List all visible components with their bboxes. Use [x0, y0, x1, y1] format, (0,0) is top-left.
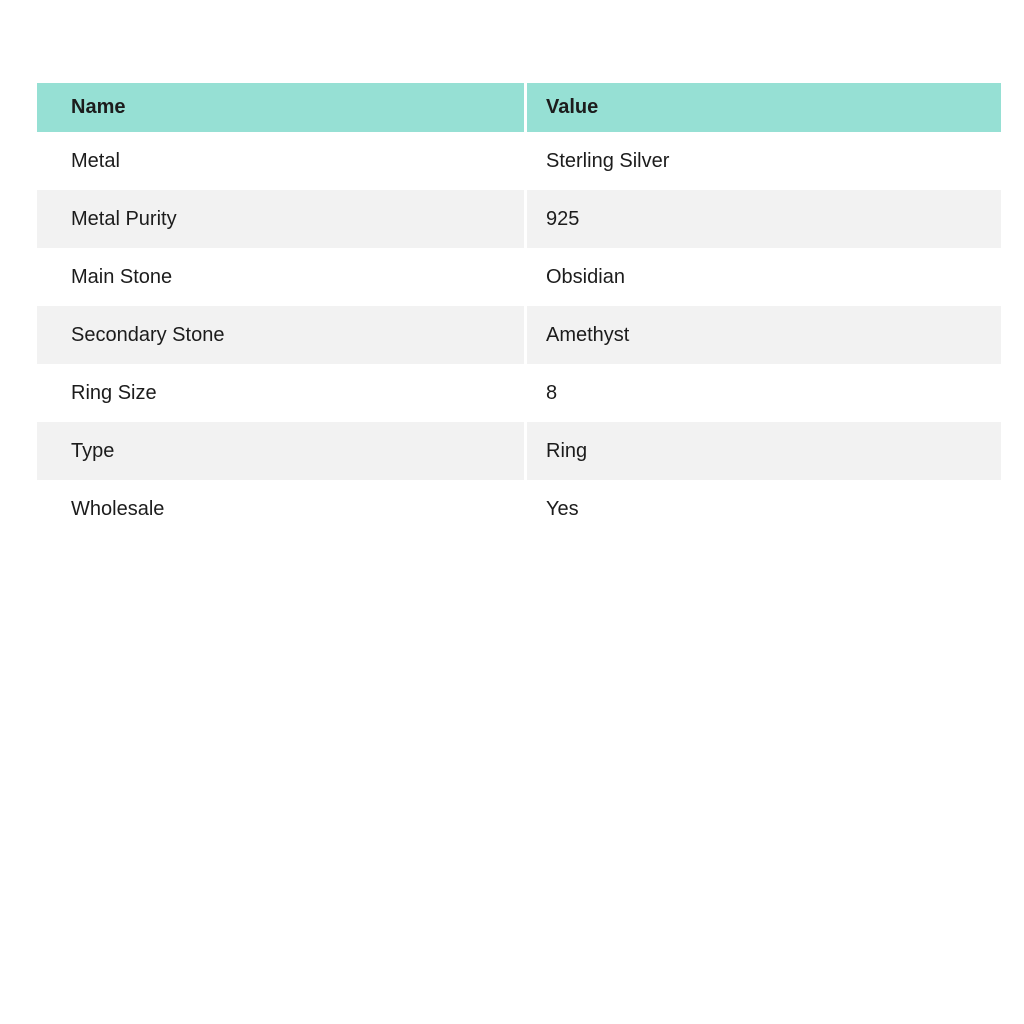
attribute-value-cell: Yes	[527, 480, 1001, 538]
attribute-name-cell: Secondary Stone	[37, 306, 527, 364]
product-spec-table	[37, 83, 1001, 538]
table-row	[37, 306, 1001, 364]
table-header-row	[37, 83, 1001, 132]
attribute-name-cell: Wholesale	[37, 480, 527, 538]
attribute-value-cell: Sterling Silver	[527, 132, 1001, 190]
attribute-value-cell: 925	[527, 190, 1001, 248]
attribute-value-cell: Obsidian	[527, 248, 1001, 306]
attribute-name-cell: Metal	[37, 132, 527, 190]
table-row	[37, 132, 1001, 190]
table-row	[37, 480, 1001, 538]
table-row	[37, 248, 1001, 306]
attribute-value-cell: Ring	[527, 422, 1001, 480]
table-row	[37, 364, 1001, 422]
table-row	[37, 422, 1001, 480]
attribute-name-cell: Type	[37, 422, 527, 480]
attribute-name-cell: Ring Size	[37, 364, 527, 422]
value-column-header: Value	[527, 83, 1001, 132]
attribute-value-cell: 8	[527, 364, 1001, 422]
name-column-header: Name	[37, 83, 527, 132]
attribute-value-cell: Amethyst	[527, 306, 1001, 364]
attribute-name-cell: Main Stone	[37, 248, 527, 306]
table-row	[37, 190, 1001, 248]
attribute-name-cell: Metal Purity	[37, 190, 527, 248]
